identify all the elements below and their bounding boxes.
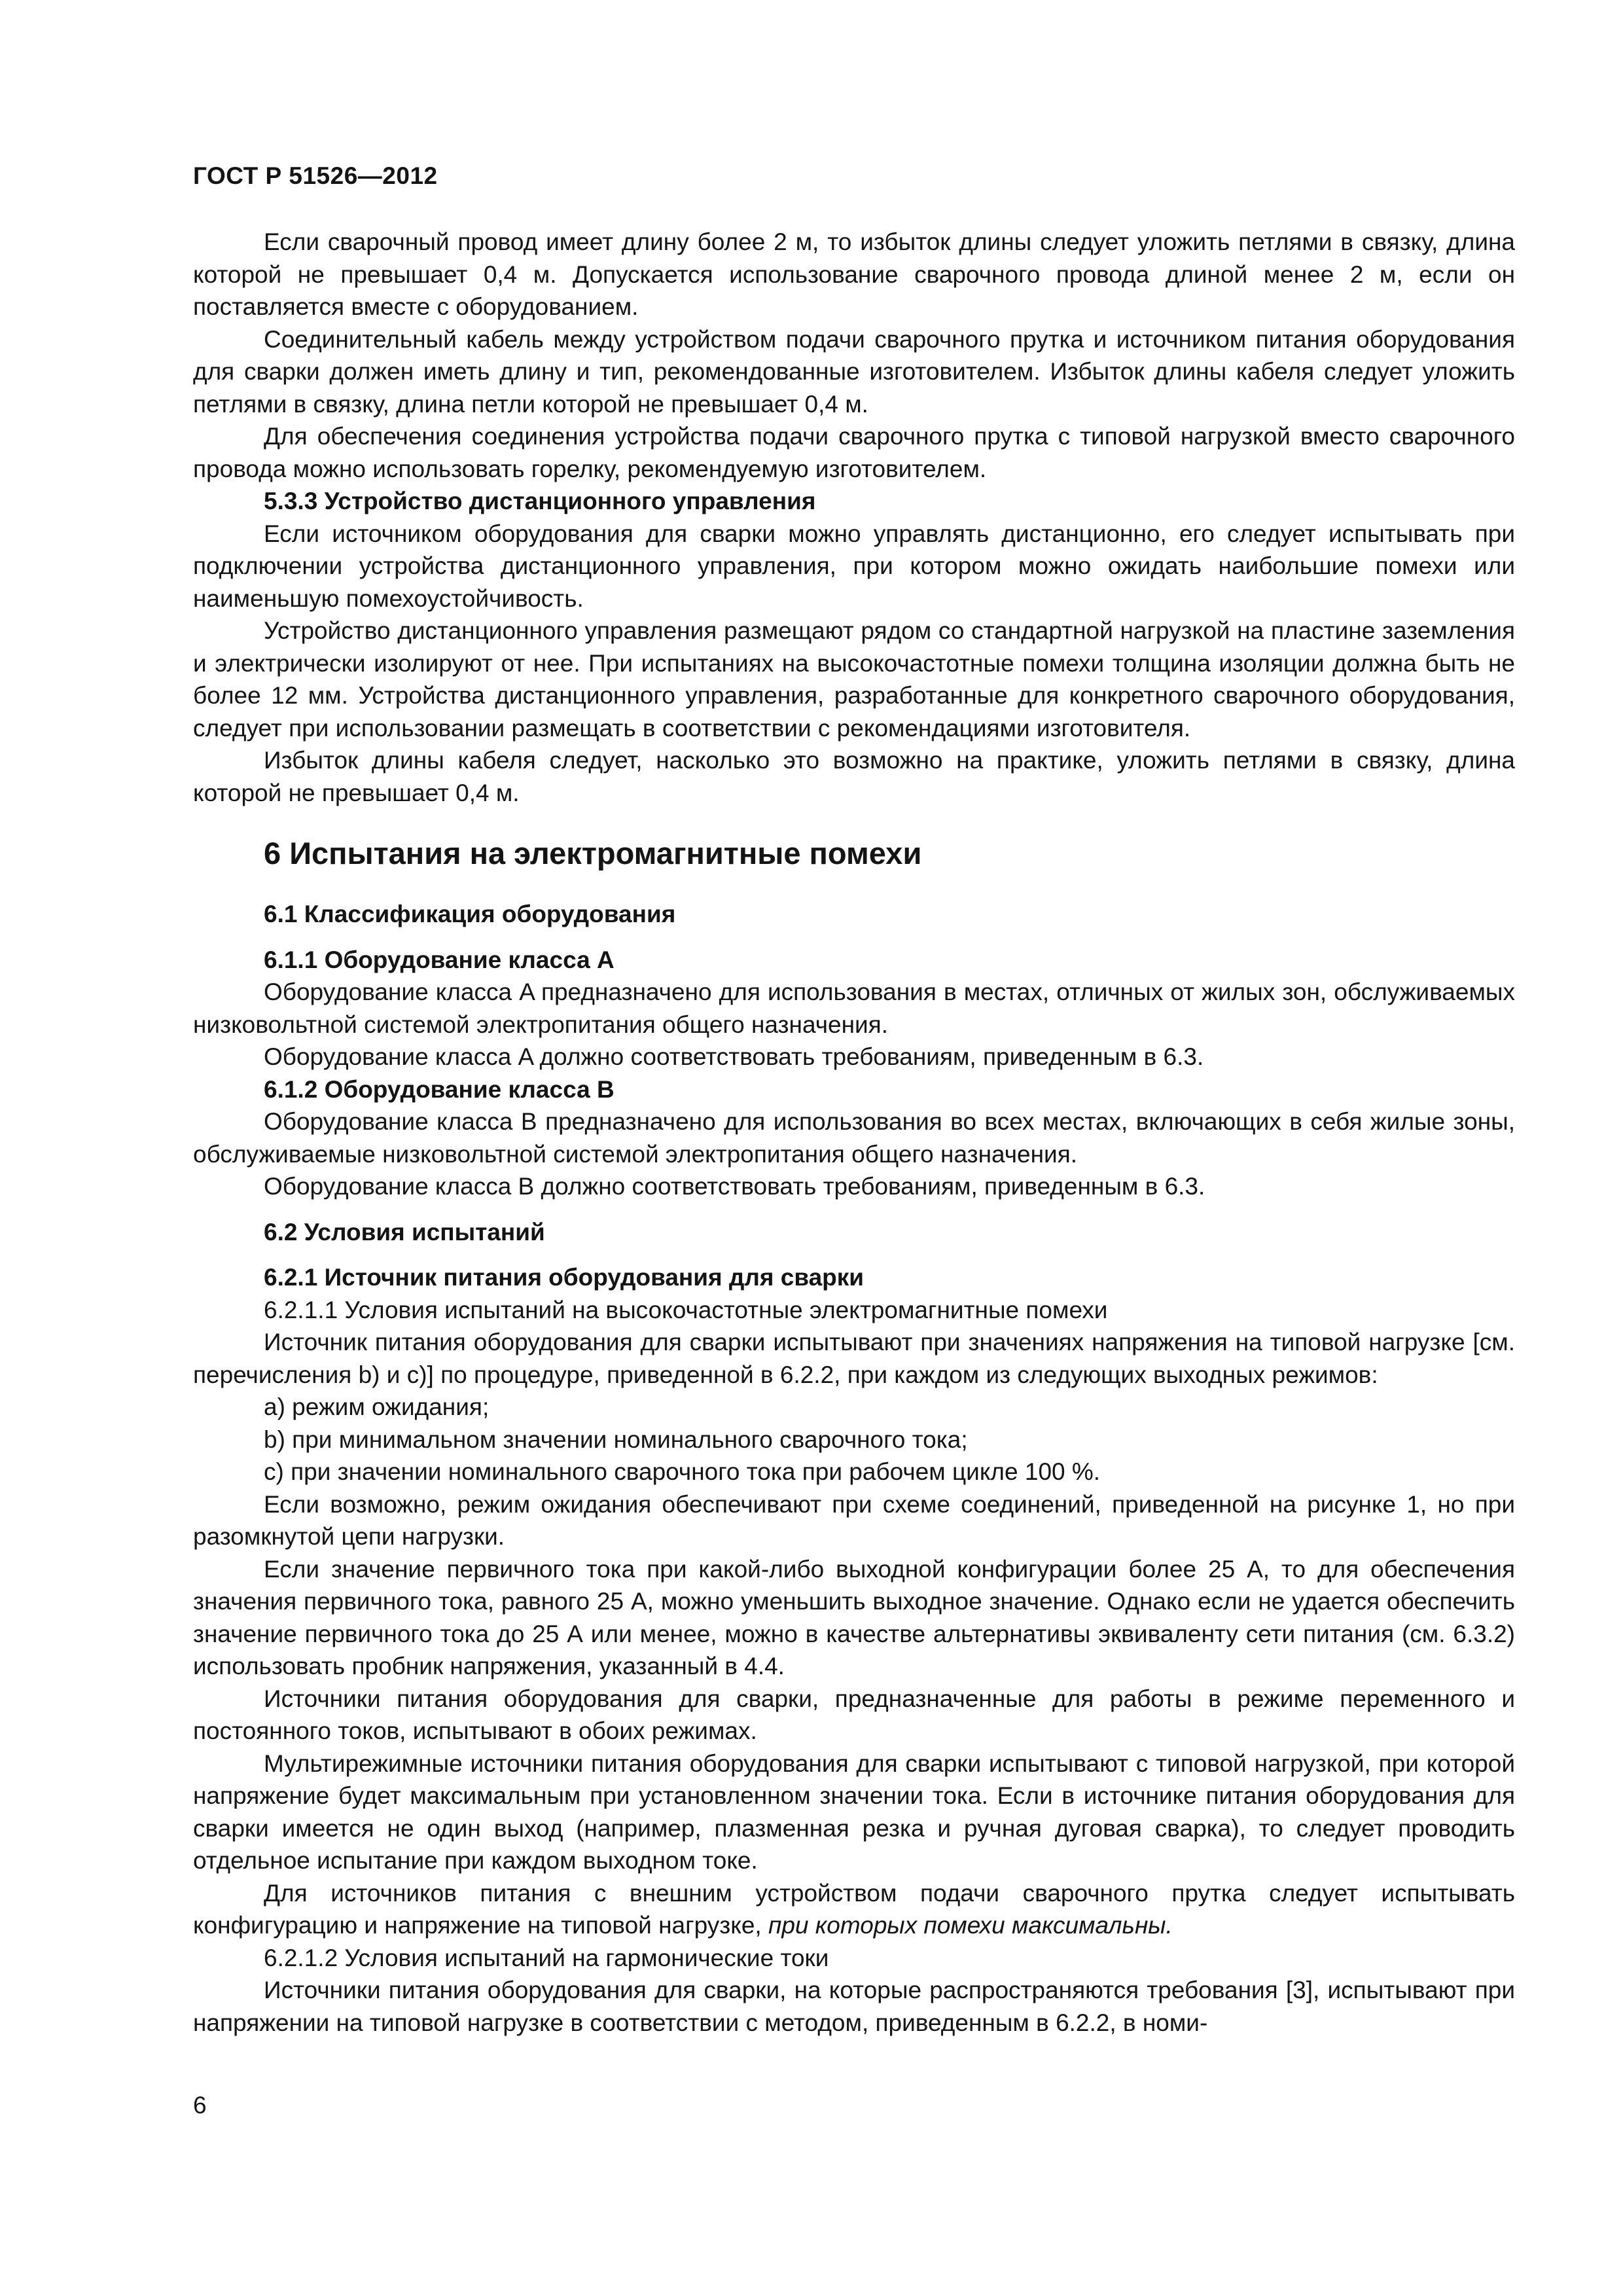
- paragraph: Если сварочный провод имеет длину более 2 м, то избыток длины следует уложить петлями в связку, длина которой не превышает 0,4 м. Допускается использование сварочного провода длиной менее 2 м, если он поставляется вместе с оборудованием.: [193, 228, 1515, 320]
- subsection-heading-6-2-1: 6.2.1 Источник питания оборудования для сварки: [264, 1264, 865, 1291]
- paragraph-text: Для источников питания с внешним устройством подачи сварочного прутка следует испытывать конфигурацию и напряжение на типовой нагрузке,: [193, 1879, 1515, 1939]
- paragraph: 6.2.1.2 Условия испытаний на гармонические токи: [264, 1944, 829, 1971]
- document-body: [193, 226, 1515, 2039]
- paragraph: Источники питания оборудования для сварки, на которые распространяются требования [3], испытывают при напряжении на типовой нагрузке в соответствии с методом, приведенным в 6.2.2, в номи-: [193, 1977, 1515, 2036]
- paragraph: Мультирежимные источники питания оборудования для сварки испытывают с типовой нагрузкой, при которой напряжение будет максимальным при установленном значении тока. Если в источнике питания оборудования для сварки имеется не один выход (например, плазменная резка и ручная дуговая сварка), то следует проводить отдельное испытание при каждом выходном токе.: [193, 1749, 1515, 1874]
- paragraph: Если возможно, режим ожидания обеспечивают при схеме соединений, приведенной на рисунке 1, но при разомкнутой цепи нагрузки.: [193, 1490, 1515, 1550]
- subsection-heading-6-1: 6.1 Классификация оборудования: [264, 901, 676, 927]
- paragraph: Соединительный кабель между устройством подачи сварочного прутка и источником питания оборудования для сварки должен иметь длину и тип, рекомендованные изготовителем. Избыток длины кабеля следует уложить петлями в связку, длина петли которой не превышает 0,4 м.: [193, 325, 1515, 418]
- italic-text: при которых помехи максимальны.: [768, 1912, 1173, 1939]
- document-header: ГОСТ Р 51526—2012: [193, 162, 438, 189]
- subsection-heading-6-2: 6.2 Условия испытаний: [264, 1218, 545, 1246]
- subsection-heading-6-1-1: 6.1.1 Оборудование класса A: [264, 946, 615, 973]
- paragraph: [193, 1877, 1515, 1942]
- paragraph: Оборудование класса B предназначено для использования во всех местах, включающих в себя жилые зоны, обслуживаемые низковольтной системой электропитания общего назначения.: [193, 1108, 1515, 1168]
- paragraph: Оборудование класса A должно соответствовать требованиям, приведенным в 6.3.: [264, 1043, 1204, 1070]
- paragraph: Для обеспечения соединения устройства подачи сварочного прутка с типовой нагрузкой вместо сварочного провода можно использовать горелку, рекомендуемую изготовителем.: [193, 423, 1515, 482]
- subsection-heading-5-3-3: 5.3.3 Устройство дистанционного управления: [264, 488, 816, 514]
- list-item-c: c) при значении номинального сварочного тока при рабочем цикле 100 %.: [264, 1458, 1101, 1485]
- paragraph: Избыток длины кабеля следует, насколько это возможно на практике, уложить петлями в связку, длина которой не превышает 0,4 м.: [193, 747, 1515, 806]
- list-item-a: a) режим ожидания;: [264, 1393, 490, 1420]
- paragraph: Оборудование класса A предназначено для использования в местах, отличных от жилых зон, обслуживаемых низковольтной системой электропитания общего назначения.: [193, 978, 1515, 1038]
- page-number: 6: [193, 2092, 207, 2119]
- subsection-heading-6-1-2: 6.1.2 Оборудование класса B: [264, 1075, 615, 1103]
- section-heading-6: 6 Испытания на электромагнитные помехи: [264, 836, 922, 870]
- paragraph: 6.2.1.1 Условия испытаний на высокочастотные электромагнитные помехи: [264, 1296, 1108, 1323]
- paragraph: Источники питания оборудования для сварки, предназначенные для работы в режиме переменного и постоянного токов, испытывают в обоих режимах.: [193, 1685, 1515, 1744]
- paragraph: Устройство дистанционного управления размещают рядом со стандартной нагрузкой на пластине заземления и электрически изолируют от нее. При испытаниях на высокочастотные помехи толщина изоляции должна быть не более 12 мм. Устройства дистанционного управления, разработанные для конкретного сварочного оборудования, следует при использовании размещать в соответствии с рекомендациями изготовителя.: [193, 617, 1515, 742]
- list-item-b: b) при минимальном значении номинального сварочного тока;: [264, 1426, 968, 1453]
- paragraph: Если источником оборудования для сварки можно управлять дистанционно, его следует испытывать при подключении устройства дистанционного управления, при котором можно ожидать наибольшие помехи или наименьшую помехоустойчивость.: [193, 520, 1515, 612]
- paragraph: Источник питания оборудования для сварки испытывают при значениях напряжения на типовой нагрузке [см. перечисления b) и c)] по процедуре, приведенной в 6.2.2, при каждом из следующих выходных режимов:: [193, 1329, 1515, 1388]
- paragraph: Если значение первичного тока при какой-либо выходной конфигурации более 25 А, то для обеспечения значения первичного тока, равного 25 А, можно уменьшить выходное значение. Однако если не удается обеспечить значение первичного тока до 25 А или менее, можно в качестве альтернативы эквиваленту сети питания (см. 6.3.2) использовать пробник напряжения, указанный в 4.4.: [193, 1555, 1515, 1679]
- paragraph: Оборудование класса B должно соответствовать требованиям, приведенным в 6.3.: [264, 1173, 1205, 1200]
